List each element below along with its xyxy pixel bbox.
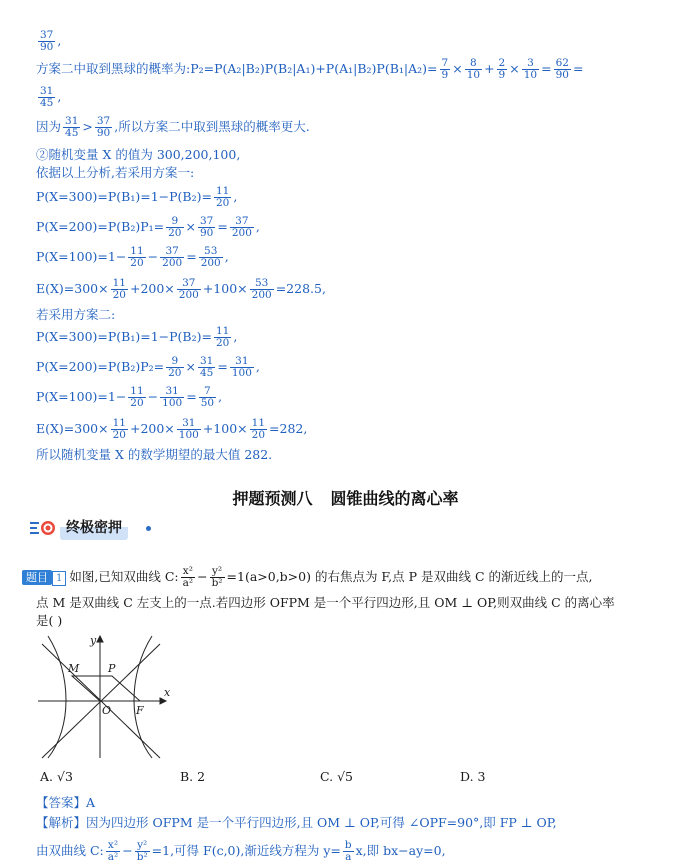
section-title: 押题预测八 圆锥曲线的离心率 (232, 489, 459, 508)
s1-p100: P(X=100)=1− $\frac{11}{20}$ − $\frac{37}{200}$ = $\frac{53}{200}$ , (36, 245, 229, 269)
choice-a[interactable]: A. √3 (40, 769, 73, 784)
choice-d[interactable]: D. 3 (460, 769, 486, 784)
answer-value: A (86, 795, 96, 810)
solution-line-1: 【解析】因为四边形 OFPM 是一个平行四边形,且 OM ⊥ OP,可得 ∠OPF=90°,即 FP ⊥ OP, (36, 815, 557, 830)
answer-line (36, 794, 671, 812)
question-tag: 题目 (22, 570, 52, 585)
solution-line-2: 由双曲线 C: $\frac{\text{x²}}{\text{a²}}$ − $\frac{\text{y²}}{\text{b²}}$ =1,可得 F(c,0),渐近线方程为 y= $\frac{b}{a}$ x,即 bx−ay=0, (36, 839, 446, 863)
parallelogram-OFPM (72, 676, 140, 701)
s2-p300: P(X=300)=P(B₁)=1−P(B₂)= $\frac{11}{20}$ , (36, 325, 238, 349)
question-number: 1 (52, 571, 66, 586)
question-line-3: 是( ) (36, 613, 63, 628)
item2-line: ②随机变量 X 的值为 300,200,100, (36, 147, 241, 162)
scheme2-use-line: 若采用方案二: (36, 307, 116, 322)
label-x: x (164, 686, 171, 699)
question-line-1: 题目 1 如图,已知双曲线 C: $\frac{\text{x²}}{\text{a²}}$ − $\frac{\text{y²}}{\text{b²}}$ =1(a>0,b>0) 的右焦点为 F,点 P 是双曲线 C 的渐近线上的一点, (22, 566, 671, 589)
analysis-line: 依据以上分析,若采用方案一: (36, 165, 195, 180)
s2-p100: P(X=100)=1− $\frac{11}{20}$ − $\frac{31}{100}$ = $\frac{7}{50}$ , (36, 385, 223, 409)
s2-expectation: E(X)=300× $\frac{11}{20}$ +200× $\frac{31}{100}$ +100× $\frac{11}{20}$ =282, (36, 417, 308, 441)
final-prediction-banner (30, 516, 170, 540)
hyperbola-figure (36, 634, 176, 760)
s1-expectation: E(X)=300× $\frac{11}{20}$ +200× $\frac{37}{200}$ +100× $\frac{53}{200}$ =228.5, (36, 277, 326, 301)
y-axis-arrow (97, 636, 103, 642)
answer-label: 【答案】 (36, 795, 87, 810)
frac-37-90-line: $\frac{37}{90}$ , (40, 29, 62, 53)
choice-c[interactable]: C. √5 (320, 769, 353, 784)
label-P: P (108, 662, 116, 675)
fraction: $\frac{37}{90}$ (40, 29, 54, 53)
target-icon (30, 519, 56, 537)
solution-label: 【解析】 (36, 815, 87, 830)
s1-p300: P(X=300)=P(B₁)=1−P(B₂)= $\frac{11}{20}$ , (36, 185, 238, 209)
banner-dot (146, 526, 151, 531)
label-M: M (68, 662, 80, 675)
banner-text: 终极密押 (60, 516, 128, 540)
choice-b[interactable]: B. 2 (180, 769, 206, 784)
left-branch (48, 636, 66, 758)
max-expectation-line: 所以随机变量 X 的数学期望的最大值 282. (36, 447, 273, 462)
s1-p200: P(X=200)=P(B₂)P₁= $\frac{9}{20}$ × $\frac{37}{90}$ = $\frac{37}{200}$ , (36, 215, 260, 239)
scheme2-prob-line: 方案二中取到黑球的概率为:P₂=P(A₂|B₂)P(B₂|A₁)+P(A₁|B₂)P(B₁|A₂)= $\frac{7}{9}$ × $\frac{8}{10}$ + $\frac{2}{9}$ × $\frac{3}{10}$ = $\frac{62}{90}$ = (36, 57, 584, 81)
label-y: y (90, 634, 97, 647)
label-O: O (102, 704, 112, 717)
comparison-line: 因为 $\frac{31}{45}$ > $\frac{37}{90}$ ,所以方案二中取到黑球的概率更大. (36, 115, 310, 139)
s2-p200: P(X=200)=P(B₂)P₂= $\frac{9}{20}$ × $\frac{31}{45}$ = $\frac{31}{100}$ , (36, 355, 260, 379)
label-F: F (136, 704, 144, 717)
question-line-2: 点 M 是双曲线 C 左支上的一点.若四边形 OFPM 是一个平行四边形,且 OM ⊥ OP,则双曲线 C 的离心率 (36, 595, 615, 610)
frac-31-45-line: $\frac{31}{45}$ , (40, 85, 62, 109)
